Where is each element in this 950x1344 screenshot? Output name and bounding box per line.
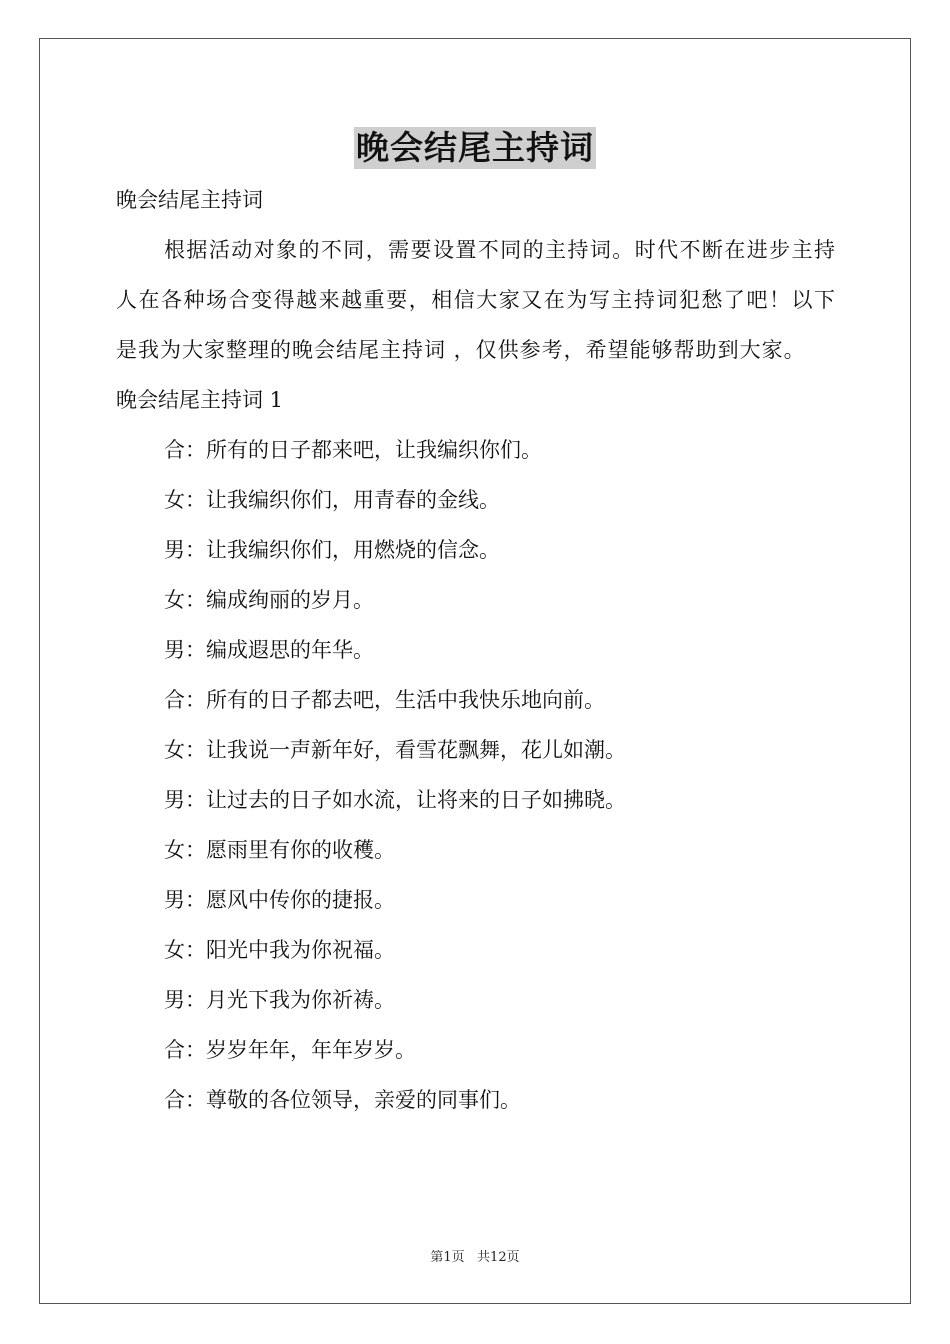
script-line: 合：所有的日子都来吧，让我编织你们。 <box>164 438 542 462</box>
page-footer <box>0 1246 950 1265</box>
script-line: 女：让我说一声新年好，看雪花飘舞，花儿如潮。 <box>164 738 626 762</box>
title-container <box>0 127 950 169</box>
script-line: 男：让过去的日子如水流，让将来的日子如拂晓。 <box>164 788 626 812</box>
script-line: 合：尊敬的各位领导，亲爱的同事们。 <box>164 1088 521 1112</box>
script-line: 女：阳光中我为你祝福。 <box>164 938 395 962</box>
script-line: 女：愿雨里有你的收穫。 <box>164 838 395 862</box>
script-line: 男：编成遐思的年华。 <box>164 638 374 662</box>
script-line: 合：岁岁年年，年年岁岁。 <box>164 1038 416 1062</box>
script-line: 男：愿风中传你的捷报。 <box>164 888 395 912</box>
page-number: 第1页 共12页 <box>430 1250 520 1265</box>
document-title: 晚会结尾主持词 <box>356 128 594 167</box>
intro-paragraph: 根据活动对象的不同，需要设置不同的主持词。时代不断在进步主持人在各种场合变得越来越重要，相信大家又在为写主持词犯愁了吧！以下是我为大家整理的晚会结尾主持词 ，仅供参考，希望能够帮助到大家。 <box>116 238 836 362</box>
document-subtitle: 晚会结尾主持词 <box>116 188 263 212</box>
script-line: 男：月光下我为你祈祷。 <box>164 988 395 1012</box>
script-line: 合：所有的日子都去吧，生活中我快乐地向前。 <box>164 688 605 712</box>
document-body <box>116 175 836 1125</box>
script-line: 女：让我编织你们，用青春的金线。 <box>164 488 500 512</box>
section-heading: 晚会结尾主持词 1 <box>116 388 284 412</box>
script-line: 女：编成绚丽的岁月。 <box>164 588 374 612</box>
script-line: 男：让我编织你们，用燃烧的信念。 <box>164 538 500 562</box>
